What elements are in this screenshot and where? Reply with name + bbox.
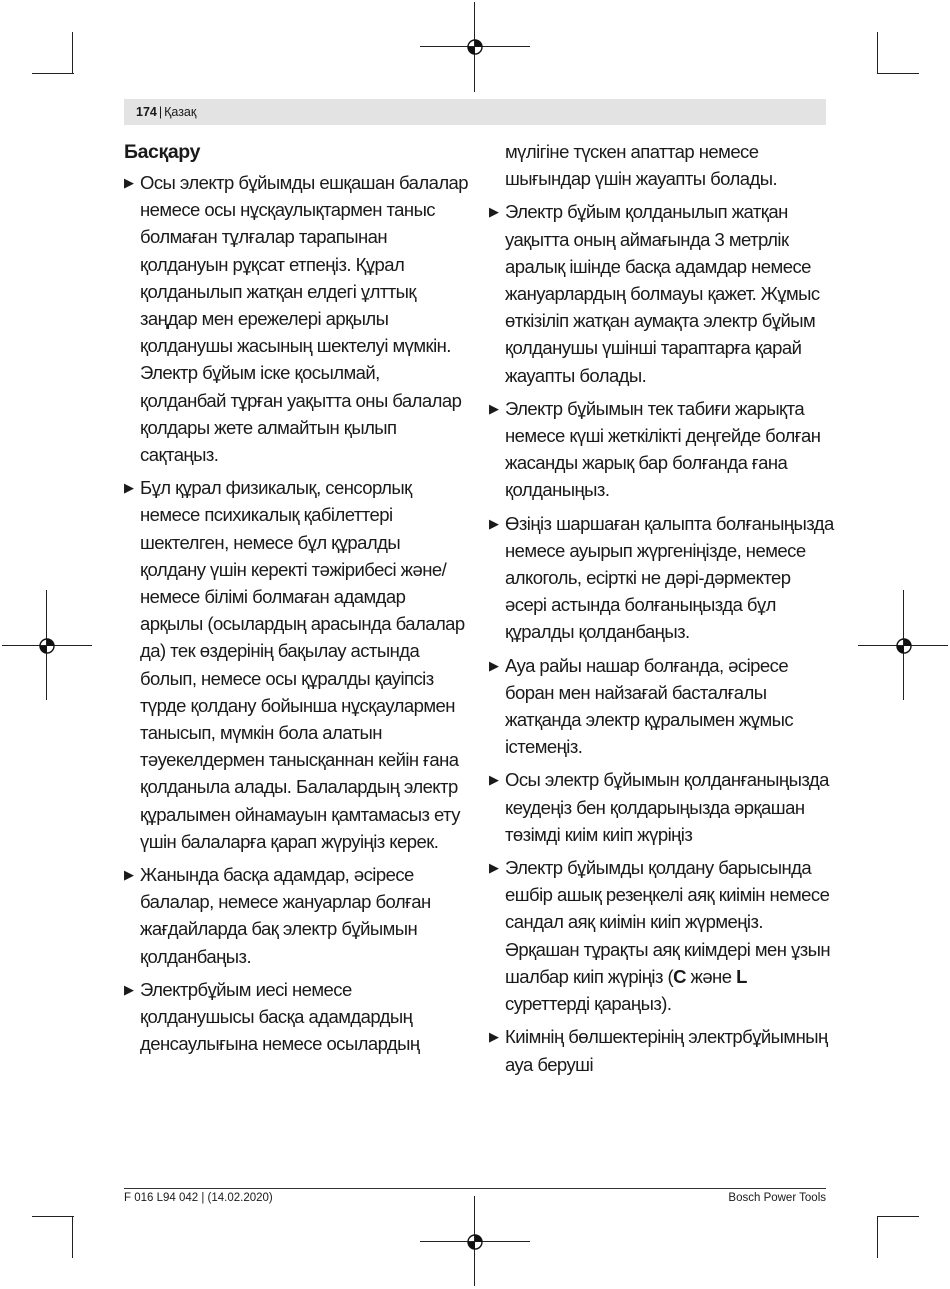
figure-ref-c: C (673, 965, 686, 987)
list-item-text: Жанында басқа адамдар, әсіресе балалар, немесе жануарлар болған жағдайларда бақ электр бұйымын қолданбаңыз. (140, 864, 431, 967)
list-item (489, 766, 834, 848)
list-item-text: Бұл құрал физикалық, сенсорлық немесе психикалық қабілеттері шектелген, немесе бұл құралды қолдану үшін керекті тәжірибесі және/немесе білімі болмаған адамдар арқылы (осылардың арасында балалар да) тек өздерінің бақылау астында болып, немесе осы құралды қауіпсіз түрде қолдану бойынша нұсқаулармен танысып, мүмкін бола алатын тәуекелдермен танысқаннан кейін ғана қолданыла алады. Балалардың электр құралымен ойнамауын қамтамасыз ету үшін балаларға қарап жүруіңіз керек. (140, 477, 465, 852)
list-item (489, 854, 834, 1017)
list-item (489, 198, 834, 388)
list-item-text: Электрбұйым иесі немесе қолданушысы басқа адамдардың денсаулығына немесе осылардың (140, 978, 420, 1055)
right-column (489, 138, 834, 1084)
crop-mark (877, 1216, 878, 1258)
bullet-icon: ▶ (489, 657, 499, 673)
crop-mark (72, 1216, 73, 1258)
list-item-text: Осы электр бұйымды ешқашан балалар немесе осы нұсқаулықтармен таныс болмаған тұлғалар тарапынан қолдануын рұқсат етпеңіз. Құрал қолданылып жатқан елдегі ұлттық заңдар мен ережелері арқылы қолданушы жасының шектелуі мүмкін. Электр бұйым іске қосылмай, қолданбай тұрған уақытта оны балалар қолдары жете алмайтын қылып сақтаңыз. (140, 172, 469, 466)
shoe-text-start: Электр бұйымды қолдану барысында ешбір ашық резеңкелі аяқ киімін немесе сандал аяқ киімін киіп жүрмеңіз. Әрқашан тұрақты аяқ киімдері мен ұзын шалбар киіп жүріңіз ( (505, 857, 831, 987)
list-item-text: Киімнің бөлшектерінің электрбұйымның ауа беруші (505, 1026, 828, 1075)
footer-doc-id: F 016 L94 042 | (14.02.2020) (124, 1192, 273, 1204)
section-title: Басқару (124, 141, 201, 163)
crop-mark (877, 73, 919, 74)
bullet-icon: ▶ (124, 867, 134, 883)
bullet-icon: ▶ (489, 204, 499, 220)
list-item-text: Электр бұйым қолданылып жатқан уақытта оның аймағында 3 метрлік аралық ішінде басқа адамдар немесе жануарлардың болмауы қажет. Жұмыс өткізіліп жатқан аумақта электр бұйым қолданушы үшінші тараптарға қарай жауапты болады. (505, 201, 820, 386)
registration-target-icon (465, 1232, 485, 1252)
list-item (489, 395, 834, 504)
list-item (489, 510, 834, 646)
bullet-icon: ▶ (489, 515, 499, 531)
bullet-icon: ▶ (489, 1029, 499, 1045)
left-column (124, 138, 469, 1064)
figure-ref-l: L (736, 965, 747, 987)
bullet-icon: ▶ (489, 772, 499, 788)
list-item (124, 474, 469, 855)
crop-mark (72, 32, 73, 74)
bullet-icon: ▶ (489, 860, 499, 876)
header-language: Қазақ (164, 105, 197, 119)
list-item-text (505, 857, 830, 1014)
crop-mark (877, 1216, 919, 1217)
header-separator: | (158, 105, 163, 119)
list-item (489, 1023, 834, 1077)
list-item (124, 861, 469, 970)
crop-mark (32, 73, 74, 74)
bullet-icon: ▶ (124, 981, 134, 997)
registration-target-icon (37, 636, 57, 656)
list-item (489, 652, 834, 761)
footer-rule (124, 1188, 826, 1189)
list-item-text: Осы электр бұйымын қолданғаныңызда кеудеңіз бен қолдарыңызда әрқашан төзімді киім киіп жүріңіз (505, 769, 829, 845)
registration-target-icon (465, 37, 485, 57)
bullet-icon: ▶ (124, 175, 134, 190)
list-item-text: Өзіңіз шаршаған қалыпта болғаныңызда немесе ауырып жүргеніңізде, немесе алкоголь, есірткі не дәрі-дәрмектер әсері астында болғаныңызда бұл құралды қолданбаңыз. (505, 512, 834, 643)
bullet-icon: ▶ (489, 400, 499, 416)
list-item-text: Ауа райы нашар болғанда, әсіресе боран мен найзағай басталғалы жатқанда электр құралымен жұмыс істемеңіз. (505, 654, 794, 758)
right-safety-list (489, 198, 834, 1077)
list-item-text: Электр бұйымын тек табиғи жарықта немесе күші жеткілікті деңгейде болған жасанды жарық бар болғанда ғана қолданыңыз. (505, 397, 821, 501)
shoe-text-and: және (685, 965, 737, 987)
crop-mark (877, 32, 878, 74)
list-item (124, 169, 469, 468)
continued-text: мүлігіне түскен апаттар немесе шығындар үшін жауапты болады. (505, 141, 778, 190)
left-safety-list (124, 169, 469, 1058)
list-item (124, 976, 469, 1058)
crop-mark (32, 1216, 74, 1217)
footer-brand: Bosch Power Tools (728, 1192, 826, 1204)
registration-target-icon (894, 636, 914, 656)
page-header (124, 99, 826, 125)
shoe-text-end: суреттерді қараңыз). (505, 993, 672, 1015)
bullet-icon: ▶ (124, 480, 134, 496)
page-number: 174 (136, 105, 157, 119)
